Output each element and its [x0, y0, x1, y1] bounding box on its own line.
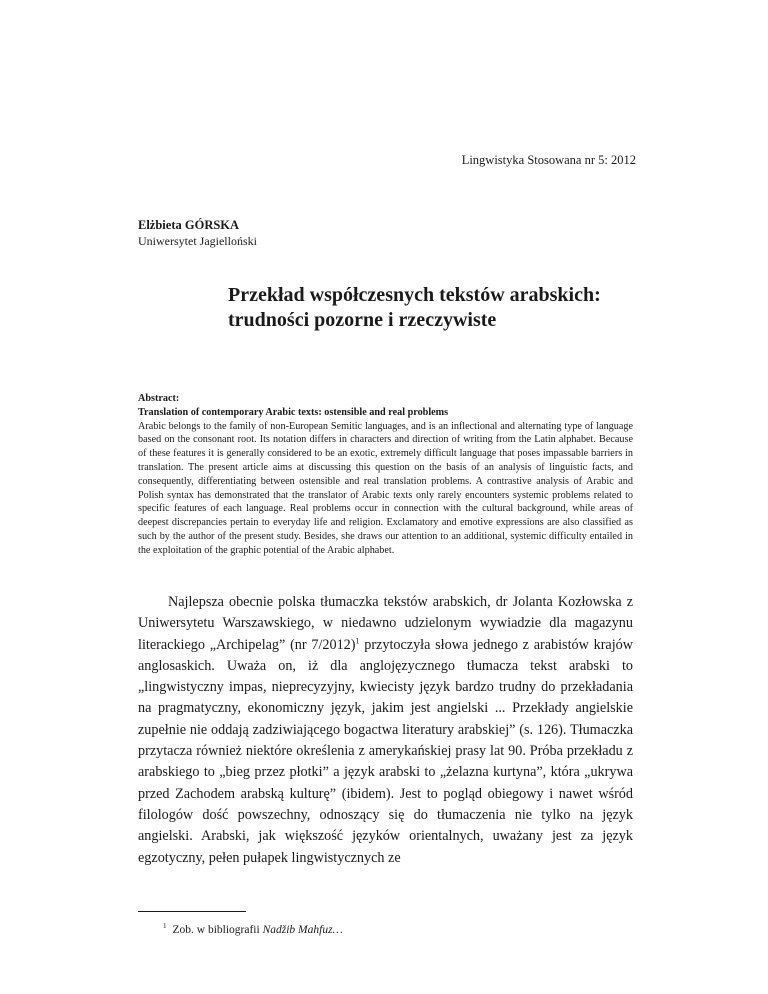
journal-header: Lingwistyka Stosowana nr 5: 2012: [461, 153, 636, 167]
author-name: Elżbieta GÓRSKA: [138, 218, 240, 232]
body-text-part-1: Najlepsza obecnie polska tłumaczka tekstów arabskich, dr Jolanta Kozłowska z Uniwersytetu Warszawskiego, w niedawno udzielonym wywiadzie dla magazynu literackiego „Archipelag” (nr 7/2012): [138, 594, 633, 653]
footnote: [163, 924, 343, 936]
footnote-italic-text: Nadžib Mahfuz…: [262, 924, 343, 936]
article-title: [228, 283, 601, 333]
footnote-divider: [138, 911, 246, 912]
title-line-2: trudności pozorne i rzeczywiste: [228, 309, 497, 331]
author-affiliation: Uniwersytet Jagielloński: [138, 234, 257, 248]
body-text-part-2: przytoczyła słowa jednego z arabistów krajów anglosaskich. Uważa on, iż dla anglojęzycznego tłumacza tekst arabski to „lingwistyczny impas, nieprecyzyjny, kwiecisty język bardzo trudny do przekładania na pragmatyczny, ekonomiczny język, jakim jest angielski ... Przekłady angielskie zupełnie nie oddają zadziwiającego bogactwa literatury arabskiej” (s. 126). Tłumaczka przytacza również niektóre określenia z amerykańskiej prasy lat 90. Próba przekładu z arabskiego to „bieg przez płotki” a język arabski to „żelazna kurtyna”, która „ukrywa przed Zachodem arabską kulturę” (ibidem). Jest to pogląd obiegowy i nawet wśród filologów dość powszechny, odnoszący się do tłumaczenia nie tylko na język angielski. Arabski, jak większość języków orientalnych, uważany jest za język egzotyczny, pełen pułapek lingwistycznych ze: [138, 636, 633, 866]
title-line-1: Przekład współczesnych tekstów arabskich:: [228, 284, 601, 306]
abstract: [138, 392, 633, 558]
abstract-heading: Abstract:: [138, 393, 180, 404]
footnote-reference[interactable]: 1: [355, 635, 360, 645]
footnote-mark: 1: [163, 922, 167, 930]
body-paragraph: [138, 592, 633, 869]
footnote-text: Zob. w bibliografii: [172, 924, 263, 936]
abstract-subtitle: Translation of contemporary Arabic texts: ostensible and real problems: [138, 406, 449, 418]
abstract-text: Arabic belongs to the family of non-European Semitic languages, and is an inflectional and alternating type of language based on the consonant root. Its notation differs in characters and direction of writing from the Latin alphabet. Because of these features it is generally considered to be an exotic, extremely difficult language that poses impassable barriers in translation. The present article aims at discussing this question on the basis of an analysis of linguistic facts, and consequently, differentiating between ostensible and real translation problems. A contrastive analysis of Arabic and Polish syntax has demonstrated that the translator of Arabic texts only rarely encounters systemic problems related to specific features of each language. Real problems occur in connection with the cultural background, while areas of deepest discrepancies pertain to everyday life and religion. Exclamatory and emotive expressions are also classified as such by the author of the present study. Besides, she draws our attention to an additional, systemic difficulty entailed in the exploitation of the graphic potential of the Arabic alphabet.: [138, 420, 633, 556]
